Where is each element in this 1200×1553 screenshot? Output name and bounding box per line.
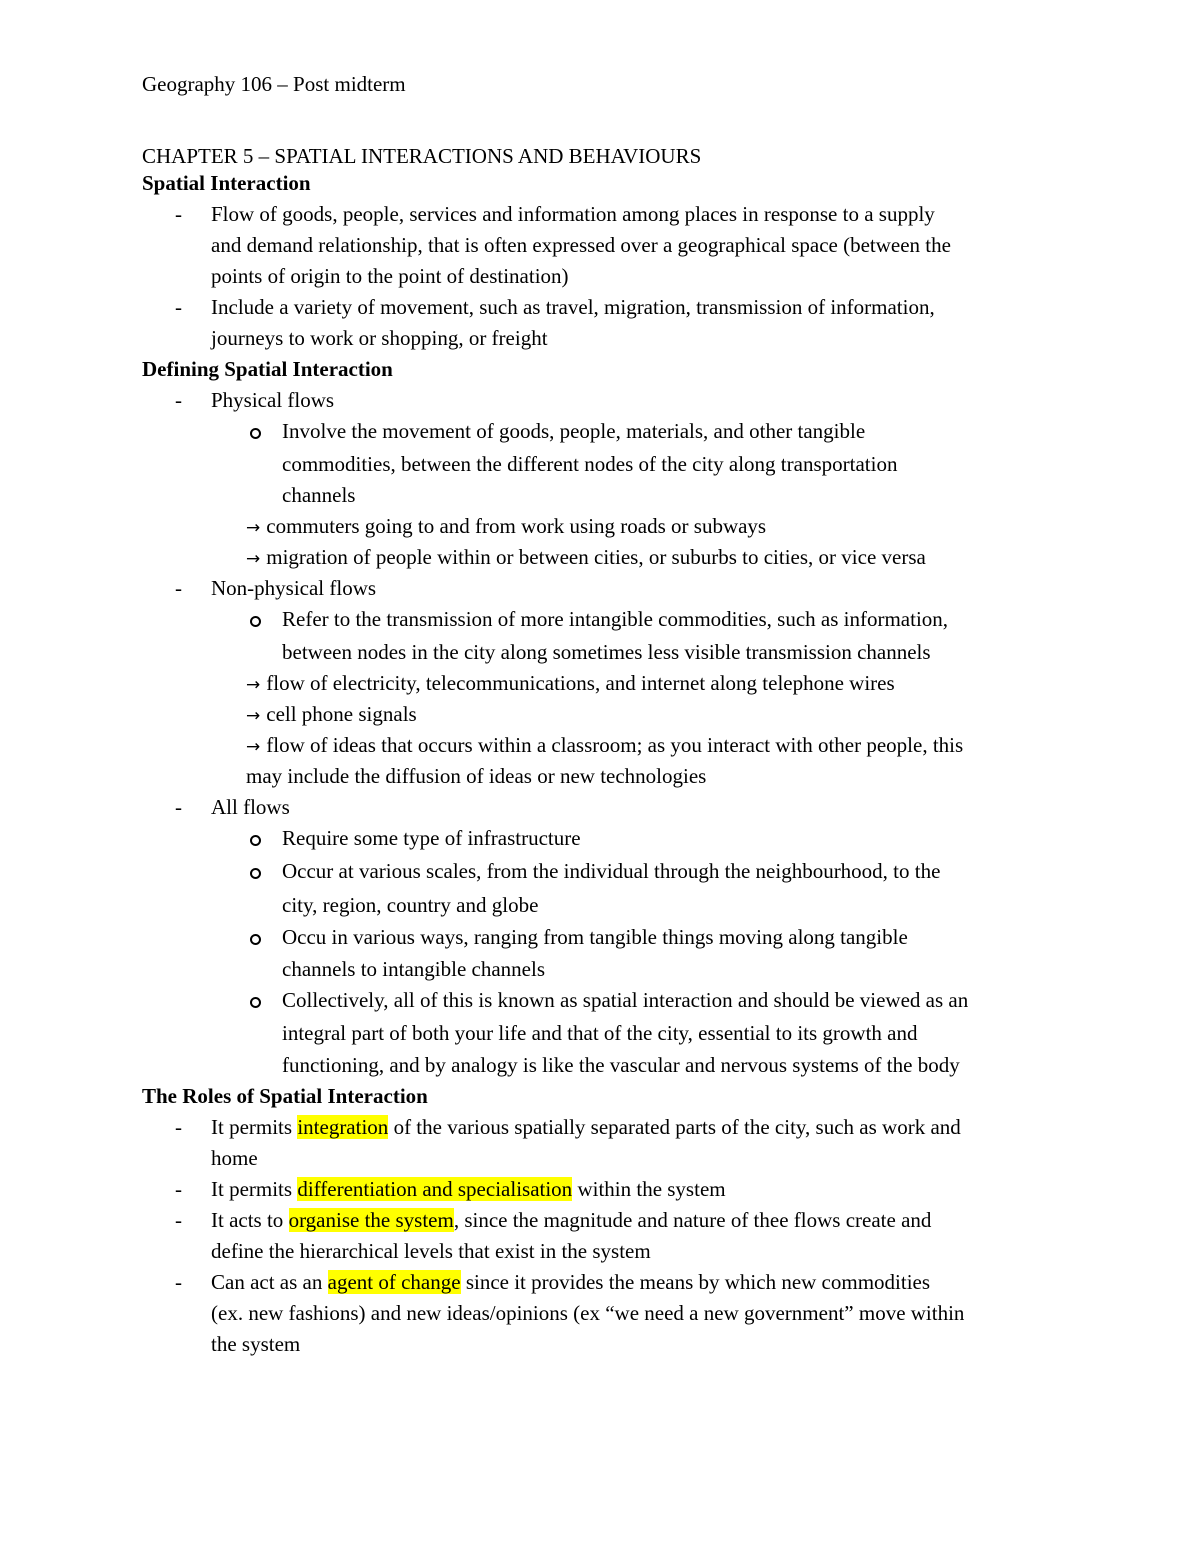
sub-bullet-text: Require some type of infrastructure bbox=[282, 826, 581, 850]
arrow-right-icon: → bbox=[246, 518, 261, 538]
sub-bullet-text: between nodes in the city along sometimes less visible transmission channels bbox=[282, 640, 931, 664]
sub-bullet-text: commodities, between the different nodes of the city along transportation bbox=[282, 452, 898, 476]
arrow-item bbox=[246, 511, 766, 544]
text-run: , since the magnitude and nature of thee flows create and bbox=[453, 1208, 932, 1232]
circle-bullet-icon bbox=[250, 835, 261, 846]
text-run: Can act as an bbox=[211, 1270, 328, 1294]
arrow-item-text: commuters going to and from work using roads or subways bbox=[266, 514, 767, 538]
sub-bullet-text: channels bbox=[282, 483, 356, 507]
dash-bullet: - bbox=[175, 795, 182, 819]
sub-bullet-text: Involve the movement of goods, people, materials, and other tangible bbox=[282, 419, 866, 443]
dash-bullet: - bbox=[175, 576, 182, 600]
bullet-text: the system bbox=[211, 1332, 301, 1356]
bullet-text bbox=[211, 1205, 931, 1236]
text-run: of the various spatially separated parts of the city, such as work and bbox=[388, 1115, 961, 1139]
circle-bullet-icon bbox=[250, 616, 261, 627]
bullet-text: (ex. new fashions) and new ideas/opinions (ex “we need a new government” move within bbox=[211, 1301, 965, 1325]
bullet-text: define the hierarchical levels that exist in the system bbox=[211, 1239, 651, 1263]
sub-bullet-text: Occur at various scales, from the individual through the neighbourhood, to the bbox=[282, 859, 941, 883]
arrow-item bbox=[246, 699, 417, 732]
bullet-text: home bbox=[211, 1146, 258, 1170]
bullet-text bbox=[211, 1112, 961, 1143]
text-run: It acts to bbox=[211, 1208, 289, 1232]
arrow-item bbox=[246, 730, 963, 763]
sub-bullet-text: channels to intangible channels bbox=[282, 957, 546, 981]
sub-bullet-text: Occu in various ways, ranging from tangible things moving along tangible bbox=[282, 925, 908, 949]
circle-bullet-icon bbox=[250, 428, 261, 439]
bullet-text: Physical flows bbox=[211, 388, 335, 412]
bullet-text: and demand relationship, that is often expressed over a geographical space (between the bbox=[211, 233, 951, 257]
arrow-item-continuation: may include the diffusion of ideas or new technologies bbox=[246, 764, 707, 788]
section-heading-spatial-interaction: Spatial Interaction bbox=[142, 171, 311, 195]
text-run: It permits bbox=[211, 1177, 298, 1201]
bullet-text: Include a variety of movement, such as travel, migration, transmission of information, bbox=[211, 295, 935, 319]
circle-bullet-icon bbox=[250, 934, 261, 945]
sub-bullet-text: Collectively, all of this is known as spatial interaction and should be viewed as an bbox=[282, 988, 969, 1012]
text-run: since it provides the means by which new commodities bbox=[460, 1270, 931, 1294]
dash-bullet: - bbox=[175, 1177, 182, 1201]
dash-bullet: - bbox=[175, 388, 182, 412]
circle-bullet-icon bbox=[250, 868, 261, 879]
arrow-right-icon: → bbox=[246, 706, 261, 726]
bullet-text bbox=[211, 1267, 930, 1298]
dash-bullet: - bbox=[175, 295, 182, 319]
arrow-item-text: flow of electricity, telecommunications, and internet along telephone wires bbox=[266, 671, 895, 695]
arrow-item-text: cell phone signals bbox=[266, 702, 417, 726]
sub-bullet-text: functioning, and by analogy is like the vascular and nervous systems of the body bbox=[282, 1053, 960, 1077]
document-title: Geography 106 – Post midterm bbox=[142, 72, 406, 96]
bullet-text: points of origin to the point of destination) bbox=[211, 264, 569, 288]
arrow-right-icon: → bbox=[246, 549, 261, 569]
arrow-item-text: flow of ideas that occurs within a classroom; as you interact with other people, this bbox=[266, 733, 964, 757]
section-heading-roles: The Roles of Spatial Interaction bbox=[142, 1084, 428, 1108]
bullet-text bbox=[211, 1174, 726, 1205]
dash-bullet: - bbox=[175, 202, 182, 226]
chapter-heading: CHAPTER 5 – SPATIAL INTERACTIONS AND BEHAVIOURS bbox=[142, 144, 702, 168]
sub-bullet-text: integral part of both your life and that of the city, essential to its growth and bbox=[282, 1021, 918, 1045]
circle-bullet-icon bbox=[250, 997, 261, 1008]
highlighted-term: organise the system bbox=[288, 1208, 454, 1232]
arrow-right-icon: → bbox=[246, 675, 261, 695]
text-run: It permits bbox=[211, 1115, 298, 1139]
dash-bullet: - bbox=[175, 1115, 182, 1139]
text-run: within the system bbox=[572, 1177, 726, 1201]
highlighted-term: differentiation and specialisation bbox=[297, 1177, 573, 1201]
section-heading-defining: Defining Spatial Interaction bbox=[142, 357, 393, 381]
bullet-text: Non-physical flows bbox=[211, 576, 377, 600]
sub-bullet-text: city, region, country and globe bbox=[282, 893, 539, 917]
dash-bullet: - bbox=[175, 1270, 182, 1294]
arrow-right-icon: → bbox=[246, 737, 261, 757]
sub-bullet-text: Refer to the transmission of more intangible commodities, such as information, bbox=[282, 607, 949, 631]
arrow-item-text: migration of people within or between cities, or suburbs to cities, or vice versa bbox=[266, 545, 926, 569]
bullet-text: journeys to work or shopping, or freight bbox=[211, 326, 548, 350]
bullet-text: Flow of goods, people, services and information among places in response to a supply bbox=[211, 202, 935, 226]
bullet-text: All flows bbox=[211, 795, 290, 819]
arrow-item bbox=[246, 542, 926, 575]
arrow-item bbox=[246, 668, 895, 701]
highlighted-term: integration bbox=[297, 1115, 389, 1139]
highlighted-term: agent of change bbox=[327, 1270, 461, 1294]
dash-bullet: - bbox=[175, 1208, 182, 1232]
